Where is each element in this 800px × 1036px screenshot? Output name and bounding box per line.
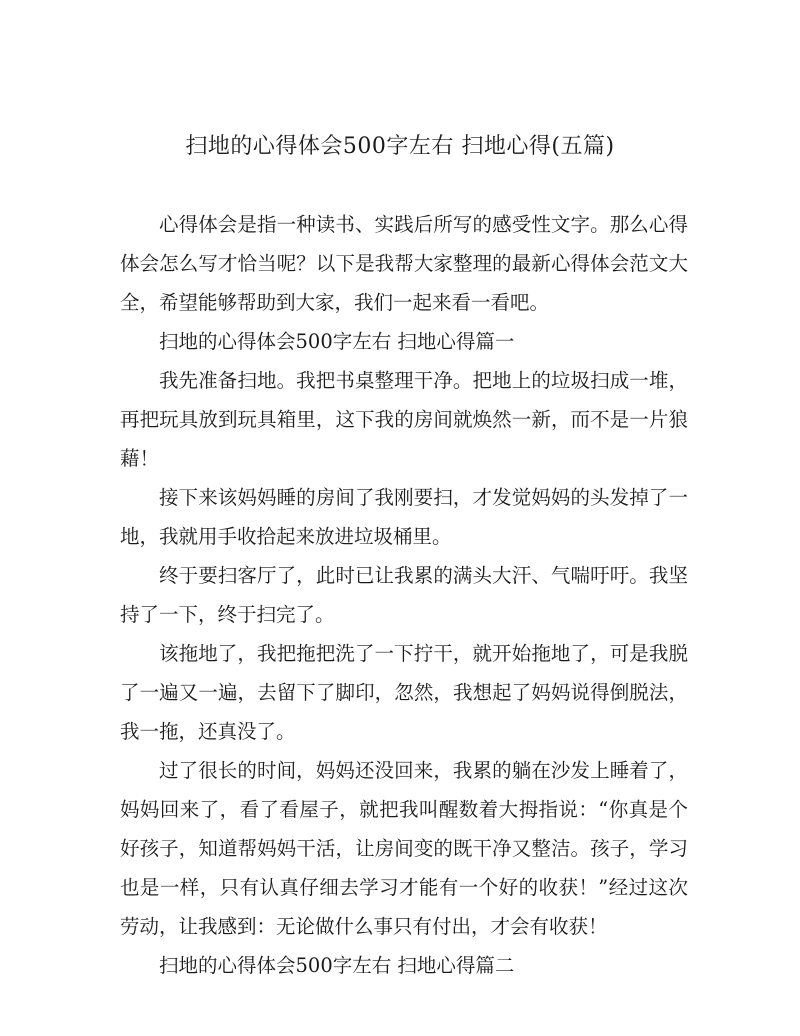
paragraph: 我先准备扫地。我把书桌整理干净。把地上的垃圾扫成一堆，再把玩具放到玩具箱里，这下我的房间就焕然一新，而不是一片狼藉！	[120, 369, 688, 470]
paragraph: 过了很长的时间，妈妈还没回来，我累的躺在沙发上睡着了，妈妈回来了，看了看屋子，就把我叫醒数着大拇指说：“你真是个好孩子，知道帮妈妈干活，让房间变的既干净又整洁。孩子，学习也是一样，只有认真仔细去学习才能有一个好的收获！”经过这次劳动，让我感到：无论做什么事只有付出，才会有收获！	[120, 759, 688, 938]
intro-paragraph: 心得体会是指一种读书、实践后所写的感受性文字。那么心得体会怎么写才恰当呢？以下是我帮大家整理的最新心得体会范文大全，希望能够帮助到大家，我们一起来看一看吧。	[120, 213, 688, 314]
paragraph: 终于要扫客厅了，此时已让我累的满头大汗、气喘吁吁。我坚持了一下，终于扫完了。	[120, 564, 688, 626]
paragraph: 接下来该妈妈睡的房间了我刚要扫，才发觉妈妈的头发掉了一地，我就用手收拾起来放进垃圾桶里。	[120, 486, 688, 548]
section-heading-2: 扫地的心得体会500字左右 扫地心得篇二	[159, 954, 515, 977]
document-title: 扫地的心得体会500字左右 扫地心得(五篇)	[185, 134, 615, 159]
paragraph: 该拖地了，我把拖把洗了一下拧干，就开始拖地了，可是我脱了一遍又一遍，去留下了脚印，忽然，我想起了妈妈说得倒脱法，我一拖，还真没了。	[120, 642, 688, 743]
document-body	[120, 205, 688, 985]
section-heading-1: 扫地的心得体会500字左右 扫地心得篇一	[159, 330, 515, 353]
